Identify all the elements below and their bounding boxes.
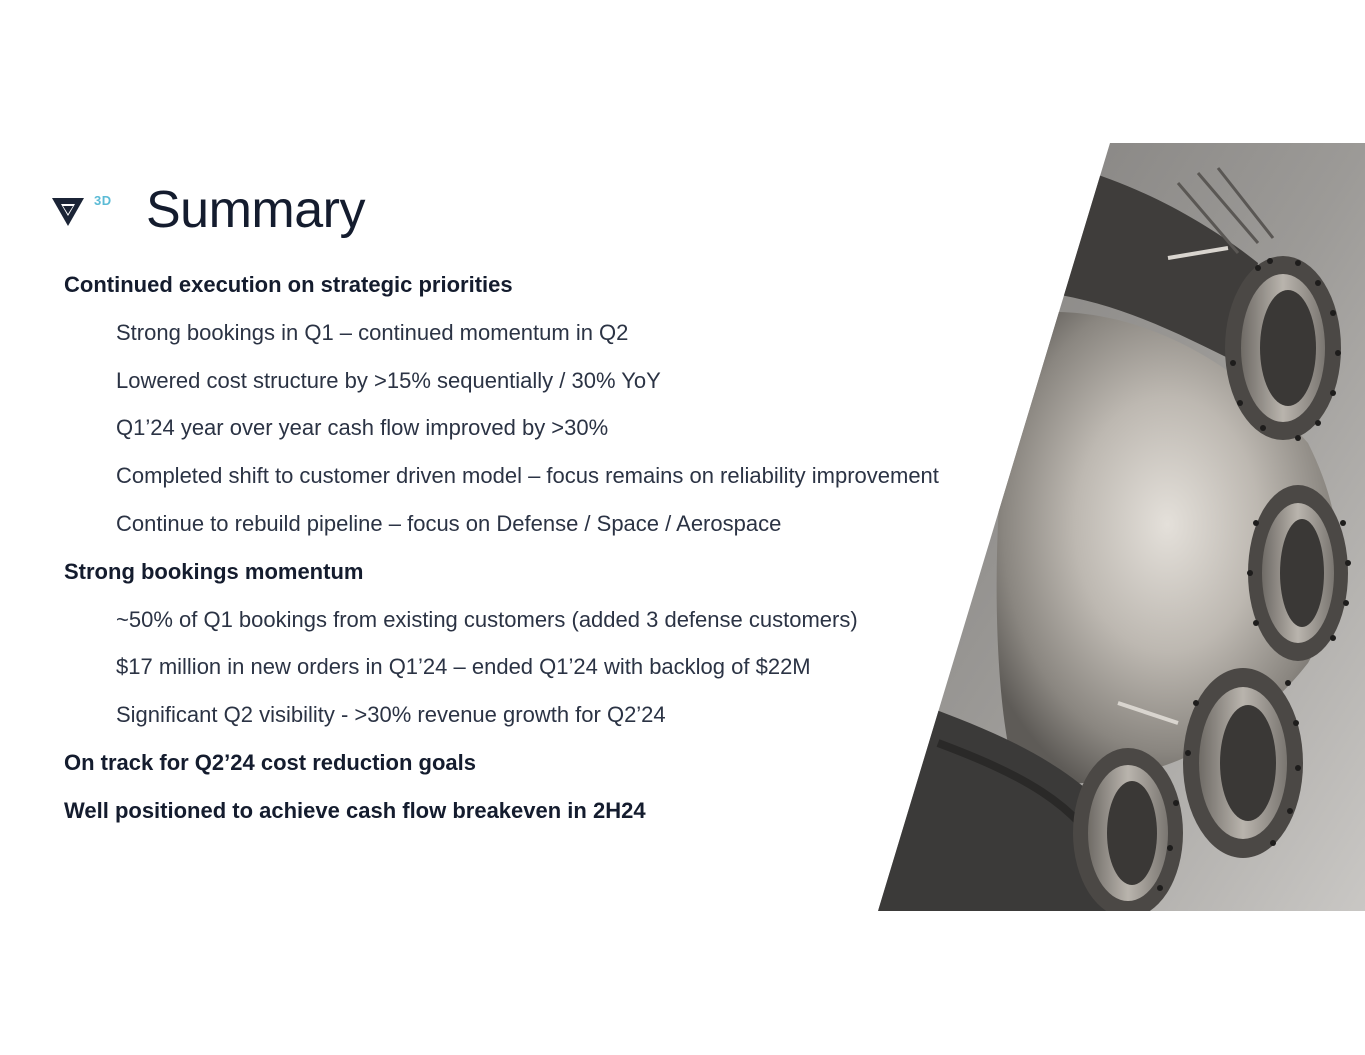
bullet-heading: Strong bookings momentum xyxy=(64,559,364,584)
bullet-subitem: Significant Q2 visibility - >30% revenue growth for Q2’24 xyxy=(116,702,666,727)
logo-superscript: 3D xyxy=(94,193,112,208)
product-photo xyxy=(878,143,1365,911)
bullet-subitem: Completed shift to customer driven model – focus remains on reliability improvement xyxy=(116,463,939,488)
bullet-subitem: Strong bookings in Q1 – continued momentum in Q2 xyxy=(116,320,629,345)
bullet-subitem: ~50% of Q1 bookings from existing customers (added 3 defense customers) xyxy=(116,607,858,632)
bullet-subitem: $17 million in new orders in Q1’24 – ended Q1’24 with backlog of $22M xyxy=(116,654,811,679)
logo-mark-icon xyxy=(50,190,90,230)
metal-part-image xyxy=(878,143,1365,911)
bullet-subitem: Q1’24 year over year cash flow improved by >30% xyxy=(116,415,609,440)
bullet-subitem: Continue to rebuild pipeline – focus on Defense / Space / Aerospace xyxy=(116,511,782,536)
slide-title: Summary xyxy=(146,181,365,239)
bullet-subitem: Lowered cost structure by >15% sequentially / 30% YoY xyxy=(116,368,661,393)
bullet-heading: Well positioned to achieve cash flow breakeven in 2H24 xyxy=(64,798,646,823)
bullet-heading: On track for Q2’24 cost reduction goals xyxy=(64,750,476,775)
bullet-heading: Continued execution on strategic priorities xyxy=(64,272,513,297)
velo3d-logo xyxy=(50,190,122,230)
